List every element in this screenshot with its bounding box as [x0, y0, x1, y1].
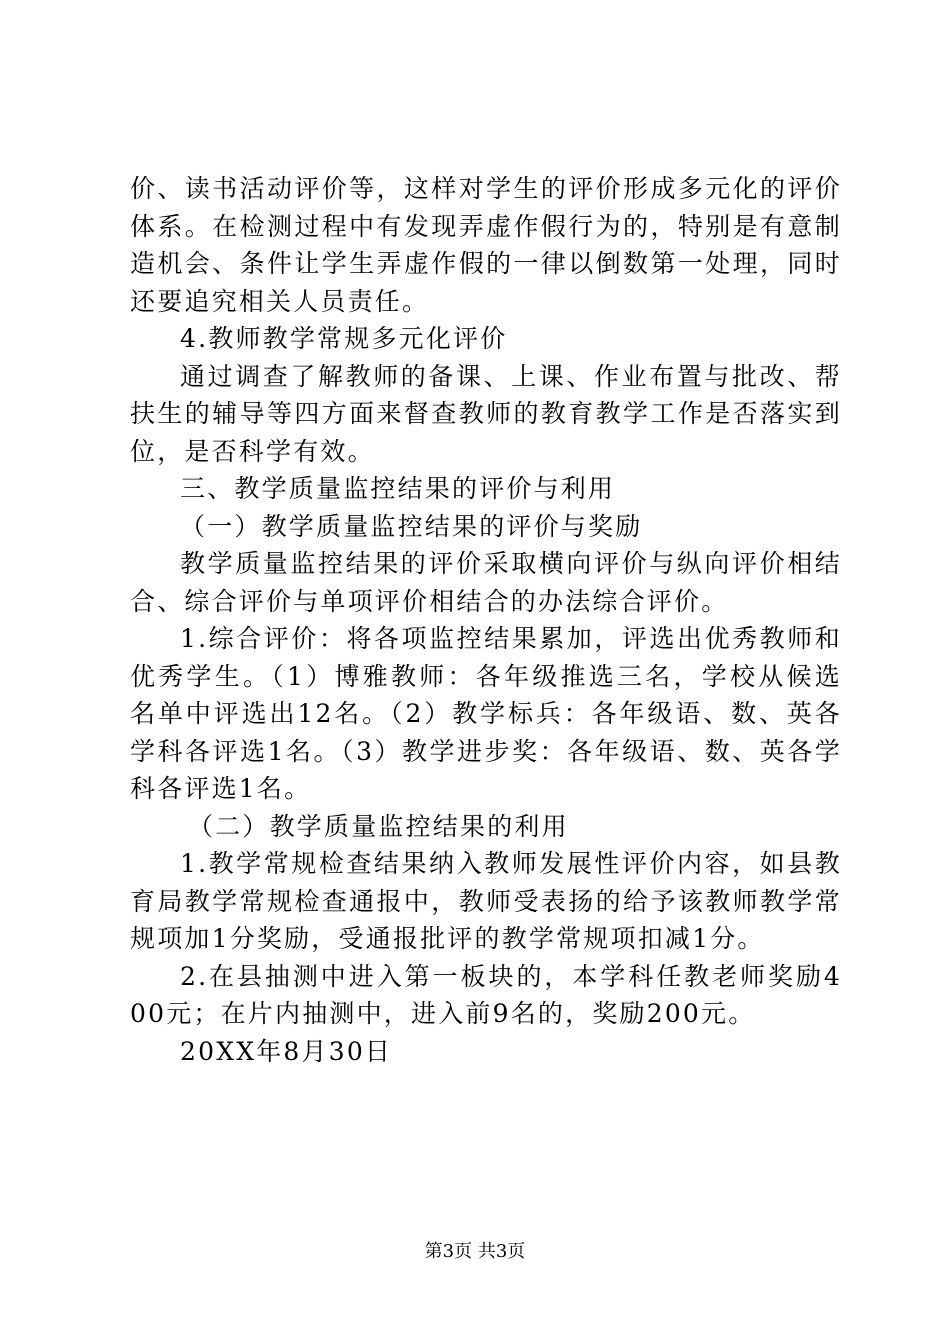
paragraph-evaluation-method: 教学质量监控结果的评价采取横向评价与纵向评价相结合、综合评价与单项评价相结合的办法综合评价。 [130, 549, 842, 616]
document-date: 20XX年8月30日 [180, 1036, 393, 1066]
paragraph-routine-check: 1.教学常规检查结果纳入教师发展性评价内容，如县教育局教学常规检查通报中，教师受表扬的给予该教师教学常规项加1分奖励，受通报批评的教学常规项扣减1分。 [130, 849, 842, 953]
section-heading-three: 三、教学质量监控结果的评价与利用 [180, 474, 616, 503]
heading-teacher-evaluation: 4.教师教学常规多元化评价 [180, 324, 508, 353]
paragraph-teacher-inspection: 通过调查了解教师的备课、上课、作业布置与批改、帮扶生的辅导等四方面来督查教师的教育教学工作是否落实到位，是否科学有效。 [130, 361, 842, 466]
subsection-heading-two: （二）教学质量监控结果的利用 [188, 811, 569, 841]
paragraph-reward: 2.在县抽测中进入第一板块的，本学科任教老师奖励400元；在片内抽测中，进入前9名的，奖励200元。 [130, 961, 842, 1028]
page-number-footer: 第3页 共3页 [424, 1241, 526, 1262]
paragraph-continuation: 价、读书活动评价等，这样对学生的评价形成多元化的评价体系。在检测过程中有发现弄虚作假行为的，特别是有意制造机会、条件让学生弄虚作假的一律以倒数第一处理，同时还要追究相关人员责任。 [130, 174, 842, 316]
subsection-heading-one: （一）教学质量监控结果的评价与奖励 [180, 511, 643, 541]
document-page [130, 170, 842, 1070]
paragraph-comprehensive-evaluation: 1.综合评价：将各项监控结果累加，评选出优秀教师和优秀学生。（1）博雅教师：各年级推选三名，学校从候选名单中评选出12名。（2）教学标兵：各年级语、数、英各学科各评选1名。（3）教学进步奖：各年级语、数、英各学科各评选1名。 [130, 624, 842, 803]
